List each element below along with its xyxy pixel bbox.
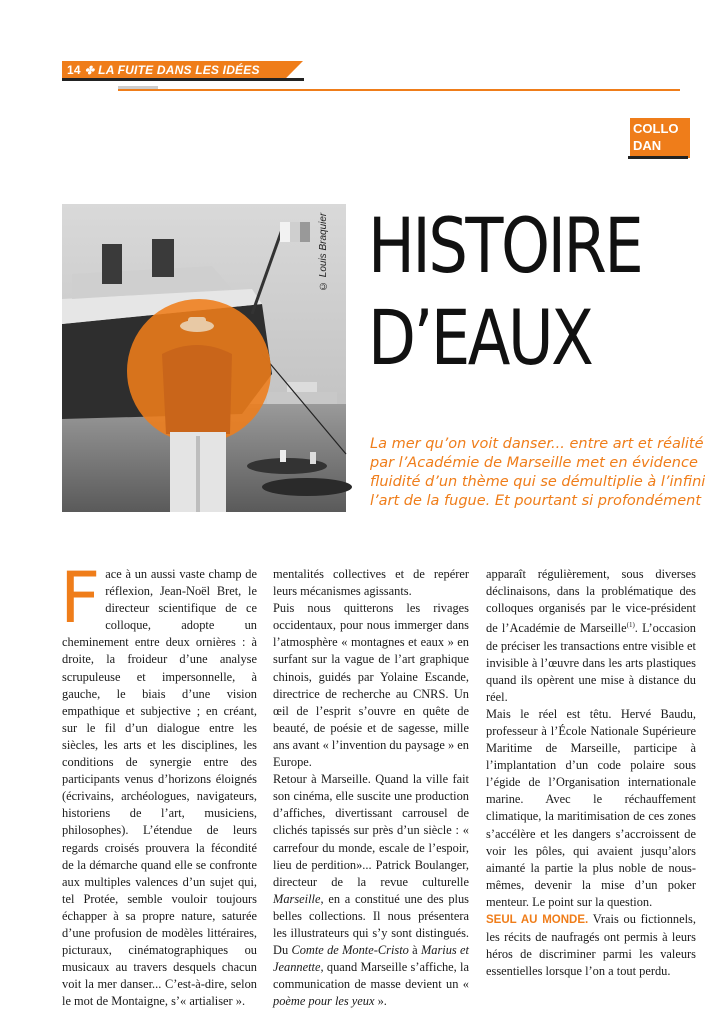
italic-title: Comte de Monte-Cristo [291, 943, 409, 958]
text-run: Retour à Marseille. Quand la ville fait son cinéma, elle suscite une production d’affiches, divertissant carrousel de clichés tapissés sur près d’un siècle : « carrefour du monde, escale de l’espoir, lieu de perdition»... Patrick Boulanger, directeur de la revue culturelle [273, 772, 469, 889]
header-rule-orange [118, 89, 680, 91]
body-paragraph: Mais le réel est têtu. Hervé Baudu, professeur à l’École Nationale Supérieure Maritime de Marseille, participe à l’implantation d’un code polaire sous l’égide de l’Organisation internationale marine. Avec le réchauffement climatique, la maritimisation de ces zones s’accélère et les dangers s’accroissent de voir les pôles, qui avaient jusqu’alors aimanté la partie la plus noble de nous-mêmes, devenir la mise d’un poker menteur. Le point sur la question. [486, 706, 696, 909]
body-column-3 [486, 566, 696, 980]
title-line-2: D’EAUX [368, 293, 592, 382]
footnote-ref: (1) [626, 621, 635, 630]
title-line-1: HISTOIRE [368, 201, 642, 290]
body-paragraph: Puis nous quitterons les rivages occidentaux, pour nous immerger dans l’atmosphère « montagnes et eaux » en surfant sur la vague de l’art graphique chinois, guidés par Yolaine Escande, directrice de recherche au CNRS. Un œil de l’esprit s’ouvre en quête de beauté, de poésie et de sagesse, mille ans avant « l’invention du paysage » en Europe. [273, 601, 469, 770]
harbor-photo-illustration [62, 204, 346, 512]
page-number: 14 [67, 63, 81, 77]
section-header [67, 62, 260, 79]
text-run: Vrais ou fictionnels, les récits de naufragés ont permis à leurs héros de discriminer parmi les valeurs essentielles lorsque l’on a tout perdu. [486, 912, 696, 979]
text-run: , en a constitué une des plus belles collections. Il nous présentera les illustrateurs qui s’y sont distingués. Du [273, 891, 469, 958]
italic-title: Marius et Jeannette, [273, 943, 469, 975]
rubric-line-1: COLLO [633, 121, 679, 136]
italic-quote: poème pour les yeux [273, 994, 375, 1009]
rubric-shadow [628, 156, 688, 159]
text-run: . L’occasion de préciser les transactions entre visible et invisible à l’œuvre dans les arts plastiques quand ils opèrent une mise à distance du réel. [486, 621, 696, 704]
body-paragraph [486, 911, 696, 980]
lead-line: l’art de la fugue. Et pourtant si profondément [370, 493, 702, 509]
body-paragraph [273, 771, 469, 1010]
harbor-photo [62, 204, 346, 512]
article-lead [370, 435, 705, 511]
lead-line: fluidité d’un thème qui se démultiplie à l’infini [370, 474, 705, 490]
body-paragraph [60, 557, 257, 1010]
dropcap: F [60, 557, 101, 639]
body-column-1 [60, 557, 257, 1010]
text-run: quand Marseille s’affiche, la communication de masse devient un « [273, 960, 469, 992]
body-paragraph [486, 566, 696, 706]
photo-credit: © Louis Braquier [318, 212, 329, 291]
text-run: ». [374, 994, 387, 1009]
italic-title: Marseille [273, 891, 321, 906]
body-paragraph: mentalités collectives et de repérer leurs mécanismes agissants. [273, 567, 469, 599]
rubric-line-2: DAN [633, 138, 662, 153]
subheading: SEUL AU MONDE. [486, 914, 589, 926]
column1-text: ace à un aussi vaste champ de réflexion, Jean-Noël Bret, le directeur scientifique de ce colloque, adopte un cheminement entre deux ornières : à droite, la froideur d’une analyse scrupuleuse et impersonnelle, à gauche, le biais d’une vision empathique et subjective ; en créant, sur le fil d’un dialogue entre les siècles, les arts et les disciplines, les conditions de synergie entre des participants venus d’horizons éloignés (écrivains, archéologues, navigateurs, historiens de l’art, musiciens, philosophes). L’étendue de leurs regards croisés prouvera la fécondité de la démarche quand elle se confronte aux multiples valences d’un sujet qui, tel Protée, semble vouloir toujours échapper à sa propre nature, saturée d’une profusion de modèles littéraires, picturaux, cinématographiques ou musicaux au travers desquels chacun voit la mer danser... C’est-à-dire, selon le mot de Montaigne, s’« artialiser ». [62, 567, 257, 1009]
ampersand-ornament-icon: ✤ [84, 65, 95, 77]
text-run: apparaît régulièrement, sous diverses déclinaisons, dans la problématique des colloques organisés par le vice-président de l’Académie de Marseille [486, 567, 696, 636]
header-rule-dark [62, 78, 304, 81]
lead-line: par l’Académie de Marseille met en évidence [370, 455, 698, 471]
rubric-box [630, 118, 690, 158]
article-title [368, 200, 698, 384]
section-title: LA FUITE DANS LES IDÉES [98, 63, 260, 77]
text-run: à [408, 943, 421, 958]
body-column-2 [273, 566, 469, 1010]
lead-line: La mer qu’on voit danser... entre art et réalité [370, 436, 704, 452]
